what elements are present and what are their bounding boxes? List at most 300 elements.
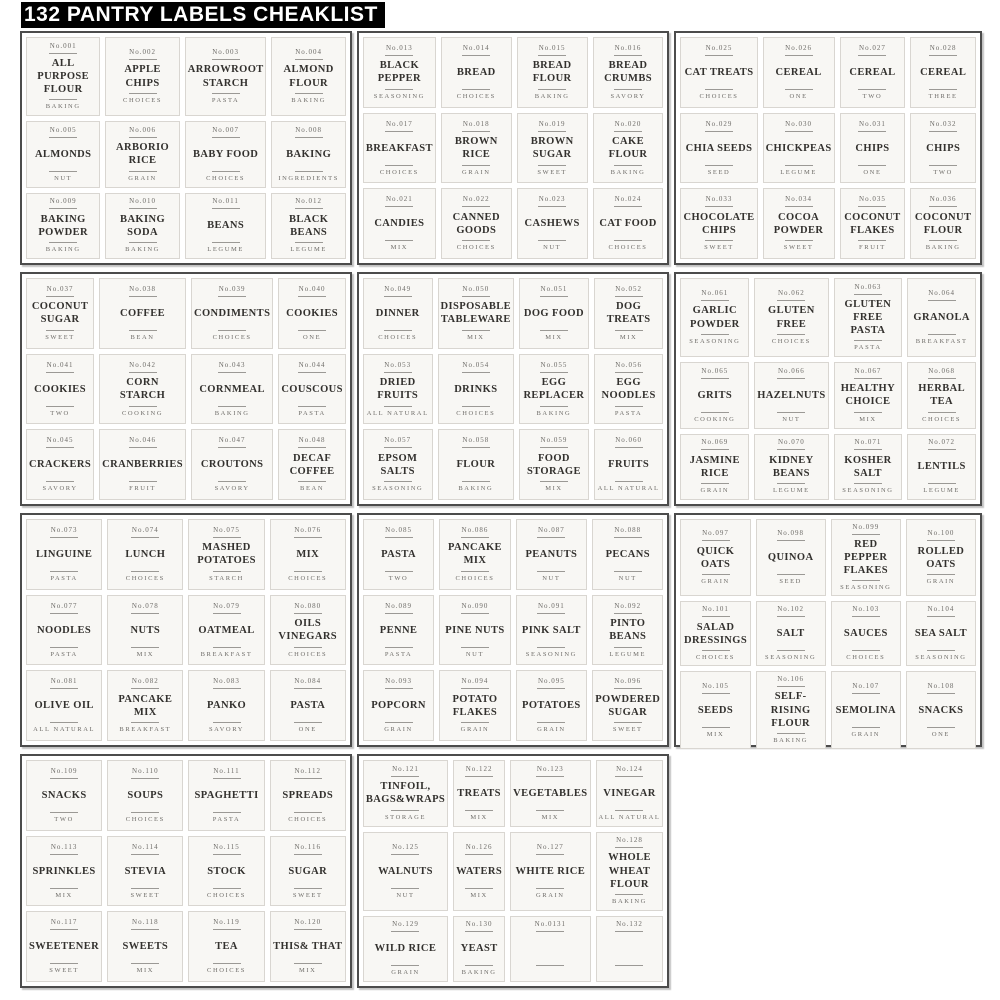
label-category: GRAIN (391, 969, 420, 977)
divider-line (131, 963, 159, 964)
label-category: STORAGE (384, 813, 427, 821)
label-title: HEALTHY CHOICE (840, 383, 896, 408)
divider-line (701, 334, 729, 335)
label-number: No.105 (702, 681, 729, 690)
label-title: SOUPS (127, 789, 164, 801)
label-title: CAT FOOD (599, 218, 657, 230)
label-number: No.056 (615, 360, 643, 369)
label-title: CEREAL (775, 66, 822, 78)
label-number: No.055 (540, 360, 568, 369)
pantry-label-card (439, 519, 510, 590)
divider-line (540, 481, 568, 482)
pantry-label-card (26, 911, 102, 982)
pantry-label-card (517, 188, 588, 259)
label-category: MIX (545, 333, 563, 341)
pantry-label-card (270, 760, 346, 831)
divider-line (213, 854, 241, 855)
label-category: CHOICES (123, 97, 163, 105)
divider-line (615, 965, 643, 966)
pantry-label-card (831, 601, 901, 666)
divider-line (49, 208, 77, 209)
divider-line (705, 89, 733, 90)
pantry-label-card (754, 362, 828, 429)
label-title: SPREADS (282, 789, 334, 801)
label-number: No.086 (461, 525, 489, 534)
label-number: No.123 (536, 764, 564, 773)
label-title: CRACKERS (29, 459, 92, 471)
page-title: 132 PANTRY LABELS CHEAKLIST (21, 2, 385, 28)
label-number: No.034 (785, 195, 812, 204)
divider-line (702, 540, 730, 541)
divider-line (928, 300, 956, 301)
divider-line (129, 372, 157, 373)
divider-line (294, 688, 322, 689)
pantry-label-card (680, 671, 750, 748)
divider-line (614, 537, 642, 538)
label-category: BEAN (300, 485, 325, 493)
divider-line (614, 722, 642, 723)
divider-line (615, 810, 643, 811)
divider-line (777, 540, 805, 541)
label-title: LUNCH (125, 548, 166, 560)
divider-line (705, 165, 733, 166)
pantry-label-card (188, 836, 264, 907)
pantry-label-card (680, 113, 757, 184)
label-number: No.003 (212, 48, 240, 57)
label-title: CANDIES (374, 218, 425, 230)
label-number: No.107 (852, 681, 880, 690)
divider-line (131, 778, 159, 779)
label-category: ONE (789, 92, 808, 100)
label-category: THREE (928, 92, 958, 100)
label-title: DRIED FRUITS (377, 376, 419, 402)
label-number: No.079 (213, 601, 240, 610)
pantry-label-card (441, 113, 512, 184)
divider-line (294, 647, 322, 648)
divider-line (391, 931, 419, 932)
label-number: No.027 (859, 43, 886, 52)
label-number: No.012 (295, 197, 323, 206)
pantry-label-card (271, 121, 345, 188)
label-title: COCOA POWDER (773, 211, 824, 236)
pantry-label-card (680, 188, 757, 259)
pantry-label-card (188, 595, 264, 666)
label-number: No.072 (928, 438, 956, 447)
pantry-label-card (594, 354, 664, 425)
pantry-label-card (593, 188, 664, 259)
label-number: No.098 (777, 529, 805, 538)
divider-line (854, 449, 882, 450)
divider-line (614, 165, 642, 166)
label-category: TWO (54, 815, 74, 823)
label-category: INGREDIENTS (278, 174, 339, 182)
divider-line (615, 931, 643, 932)
label-category: SWEET (704, 244, 734, 252)
divider-line (462, 296, 490, 297)
divider-line (298, 481, 326, 482)
pantry-label-card (593, 37, 664, 108)
label-number: No.087 (537, 525, 565, 534)
label-category: MIX (545, 485, 563, 493)
label-number: No.097 (702, 529, 729, 538)
divider-line (462, 330, 490, 331)
label-number: No.106 (777, 675, 805, 684)
label-number: No.040 (298, 284, 326, 293)
divider-line (294, 537, 322, 538)
label-title: CHIPS (855, 142, 890, 154)
label-category: BREAKFAST (200, 650, 253, 658)
label-category: PASTA (854, 344, 882, 352)
divider-line (614, 206, 642, 207)
divider-line (131, 929, 159, 930)
label-number: No.070 (777, 438, 805, 447)
pantry-label-card (438, 354, 515, 425)
label-category: SAVORY (214, 485, 250, 493)
divider-line (540, 372, 568, 373)
label-number: No.121 (392, 764, 419, 773)
pantry-label-card (840, 188, 906, 259)
divider-line (615, 481, 643, 482)
divider-line (785, 165, 813, 166)
label-category: MIX (706, 730, 725, 738)
label-category: FRUIT (859, 244, 886, 252)
label-category: SWEET (612, 726, 643, 734)
divider-line (294, 613, 322, 614)
divider-line (212, 137, 240, 138)
label-number: No.068 (928, 366, 956, 375)
label-number: No.019 (538, 119, 566, 128)
label-number: No.083 (213, 677, 240, 686)
divider-line (615, 776, 643, 777)
label-category: GRAIN (128, 174, 157, 182)
divider-line (385, 722, 413, 723)
label-number: No.100 (927, 529, 955, 538)
label-title: EGG NOODLES (601, 376, 656, 402)
label-title: BREAD FLOUR (532, 60, 572, 85)
label-category: NUT (618, 574, 637, 582)
label-number: No.096 (614, 677, 642, 686)
divider-line (385, 55, 413, 56)
label-title: ARBORIO RICE (116, 142, 170, 167)
divider-line (777, 449, 805, 450)
divider-line (461, 571, 489, 572)
label-number: No.036 (929, 195, 957, 204)
label-title: COCONUT FLOUR (914, 211, 972, 236)
pantry-label-card (363, 354, 433, 425)
divider-line (385, 165, 413, 166)
label-category: STARCH (209, 574, 244, 582)
label-number: No.071 (854, 438, 882, 447)
divider-line (858, 206, 886, 207)
divider-line (854, 483, 882, 484)
divider-line (615, 296, 643, 297)
divider-line (384, 447, 412, 448)
label-number: No.044 (298, 360, 326, 369)
label-number: No.026 (785, 43, 812, 52)
label-title: CHIA SEEDS (685, 142, 753, 154)
divider-line (212, 59, 240, 60)
label-number: No.081 (50, 677, 78, 686)
pantry-label-card (363, 37, 436, 108)
label-title: BREAD CRUMBS (604, 60, 652, 85)
divider-line (131, 647, 159, 648)
divider-line (785, 89, 813, 90)
label-number: No.075 (213, 525, 240, 534)
label-category: CHOICES (608, 244, 648, 252)
label-category: BAKING (534, 92, 570, 100)
divider-line (49, 242, 77, 243)
divider-line (46, 296, 74, 297)
label-category: BREAKFAST (119, 726, 172, 734)
label-category: CHOICES (456, 409, 496, 417)
label-category: SEASONING (915, 654, 967, 662)
divider-line (536, 888, 564, 889)
divider-line (927, 650, 955, 651)
pantry-label-card (593, 113, 664, 184)
divider-line (129, 330, 157, 331)
divider-line (702, 574, 730, 575)
divider-line (465, 888, 493, 889)
label-category: LEGUME (609, 650, 647, 658)
label-title: CHICKPEAS (765, 142, 832, 154)
label-title: STOCK (207, 865, 246, 877)
divider-line (131, 854, 159, 855)
divider-line (49, 137, 77, 138)
label-number: No.021 (385, 195, 413, 204)
label-category: NUT (782, 415, 801, 423)
divider-line (391, 888, 419, 889)
pantry-label-card (26, 37, 100, 116)
label-category: ONE (303, 333, 322, 341)
divider-line (615, 894, 643, 895)
label-category: BAKING (536, 409, 572, 417)
label-number: No.127 (536, 842, 564, 851)
label-number: No.094 (461, 677, 489, 686)
label-category: TWO (933, 168, 953, 176)
pantry-label-card (363, 519, 434, 590)
pantry-label-card (271, 193, 345, 260)
pantry-label-card (105, 37, 179, 116)
label-category: BAKING (610, 168, 646, 176)
label-sheet (20, 754, 352, 988)
divider-line (537, 688, 565, 689)
label-category: SWEET (49, 967, 79, 975)
divider-line (129, 406, 157, 407)
pantry-label-card (763, 188, 835, 259)
label-category: CHOICES (288, 815, 328, 823)
label-title: FRUITS (608, 459, 650, 471)
label-number: No.059 (540, 436, 568, 445)
divider-line (702, 650, 730, 651)
label-category: FRUIT (129, 485, 156, 493)
label-sheet (20, 31, 352, 265)
divider-line (385, 89, 413, 90)
label-category: PASTA (212, 815, 241, 823)
label-number: No.076 (294, 525, 322, 534)
divider-line (537, 613, 565, 614)
label-title: PENNE (379, 624, 418, 636)
pantry-label-card (26, 193, 100, 260)
label-number: No.043 (218, 360, 246, 369)
divider-line (385, 206, 413, 207)
label-category: ONE (931, 730, 951, 738)
divider-line (777, 300, 805, 301)
label-category: BAKING (925, 244, 961, 252)
pantry-label-card (188, 760, 264, 831)
label-number: No.095 (537, 677, 565, 686)
label-number: No.0131 (534, 920, 566, 929)
pantry-label-card (26, 595, 102, 666)
label-number: No.002 (129, 48, 156, 57)
label-category: SEED (779, 578, 802, 586)
label-number: No.080 (294, 601, 322, 610)
divider-line (777, 483, 805, 484)
divider-line (777, 574, 805, 575)
divider-line (384, 481, 412, 482)
label-category: NUT (54, 174, 73, 182)
label-title: MASHED POTATOES (197, 542, 256, 567)
label-title: CANNED GOODS (452, 211, 500, 236)
divider-line (538, 55, 566, 56)
pantry-label-card (910, 113, 976, 184)
label-number: No.082 (131, 677, 159, 686)
divider-line (465, 965, 493, 966)
label-number: No.025 (705, 43, 733, 52)
label-category: SWEET (537, 168, 567, 176)
divider-line (131, 613, 159, 614)
label-category: PASTA (298, 409, 326, 417)
divider-line (777, 616, 805, 617)
label-category: SEASONING (840, 584, 892, 592)
divider-line (928, 412, 956, 413)
label-title: NUTS (130, 624, 161, 636)
divider-line (50, 963, 78, 964)
divider-line (462, 89, 490, 90)
label-title: SALAD DRESSINGS (683, 621, 748, 646)
divider-line (385, 613, 413, 614)
divider-line (213, 888, 241, 889)
pantry-label-card (453, 832, 505, 911)
divider-line (465, 931, 493, 932)
label-category: GRAIN (926, 578, 956, 586)
divider-line (777, 686, 805, 687)
divider-line (927, 693, 955, 694)
label-category: GRAIN (537, 726, 566, 734)
label-number: No.028 (929, 43, 957, 52)
label-number: No.104 (927, 605, 955, 614)
divider-line (295, 93, 323, 94)
divider-line (536, 854, 564, 855)
label-category: BAKING (773, 736, 809, 744)
pantry-label-card (516, 519, 587, 590)
label-number: No.031 (859, 119, 886, 128)
divider-line (929, 89, 957, 90)
label-title: DRINKS (454, 383, 498, 395)
divider-line (129, 59, 157, 60)
label-title: CEREAL (920, 66, 967, 78)
pantry-label-card (907, 362, 976, 429)
divider-line (929, 240, 957, 241)
divider-line (777, 412, 805, 413)
pantry-label-card (188, 670, 264, 741)
pantry-label-card (26, 354, 94, 425)
pantry-label-card (99, 354, 186, 425)
label-title: MIX (296, 548, 320, 560)
divider-line (50, 688, 78, 689)
label-number: No.112 (294, 766, 322, 775)
label-number: No.061 (701, 289, 729, 298)
divider-line (294, 778, 322, 779)
divider-line (129, 93, 157, 94)
label-number: No.109 (50, 766, 78, 775)
divider-line (462, 55, 490, 56)
divider-line (852, 650, 880, 651)
divider-line (854, 412, 882, 413)
pantry-label-card (453, 760, 505, 827)
divider-line (461, 613, 489, 614)
divider-line (462, 206, 490, 207)
pantry-label-card (592, 595, 663, 666)
label-title: RED PEPPER FLAKES (843, 539, 888, 577)
divider-line (536, 810, 564, 811)
divider-line (702, 727, 730, 728)
label-title: PEANUTS (525, 548, 578, 560)
label-number: No.004 (295, 48, 323, 57)
label-title: GARLIC POWDER (690, 305, 740, 330)
label-sheet (357, 272, 670, 506)
label-category: BAKING (125, 246, 160, 254)
divider-line (540, 296, 568, 297)
label-title: DINNER (375, 307, 420, 319)
label-number: No.022 (462, 195, 490, 204)
divider-line (927, 540, 955, 541)
label-number: No.113 (50, 842, 78, 851)
label-title: LENTILS (917, 461, 966, 473)
divider-line (218, 406, 246, 407)
label-number: No.032 (929, 119, 957, 128)
label-category: SAVORY (42, 485, 78, 493)
divider-line (212, 208, 240, 209)
pantry-label-card (910, 37, 976, 108)
pantry-label-card (278, 278, 346, 349)
label-title: BREAD (456, 66, 496, 78)
label-number: No.092 (614, 601, 642, 610)
label-category: ONE (863, 168, 882, 176)
label-category: BAKING (45, 246, 81, 254)
label-category: CHOICES (288, 574, 328, 582)
pantry-label-card (278, 429, 346, 500)
label-number: No.023 (538, 195, 566, 204)
divider-line (461, 722, 489, 723)
label-number: No.052 (615, 284, 643, 293)
divider-line (462, 406, 490, 407)
label-title: POWDERED SUGAR (595, 693, 661, 718)
label-title: POTATOES (522, 700, 581, 712)
pantry-label-card (191, 429, 273, 500)
divider-line (929, 206, 957, 207)
label-title: CAT TREATS (684, 66, 754, 78)
label-category: SWEET (783, 244, 814, 252)
label-title: SALT (776, 628, 805, 640)
label-category: CHOICES (846, 654, 886, 662)
divider-line (295, 171, 323, 172)
pantry-label-card (680, 278, 749, 357)
divider-line (46, 330, 74, 331)
label-title: ARROWROOT STARCH (187, 64, 264, 89)
label-number: No.103 (852, 605, 880, 614)
label-number: No.125 (392, 842, 419, 851)
label-title: PINTO BEANS (609, 617, 647, 643)
